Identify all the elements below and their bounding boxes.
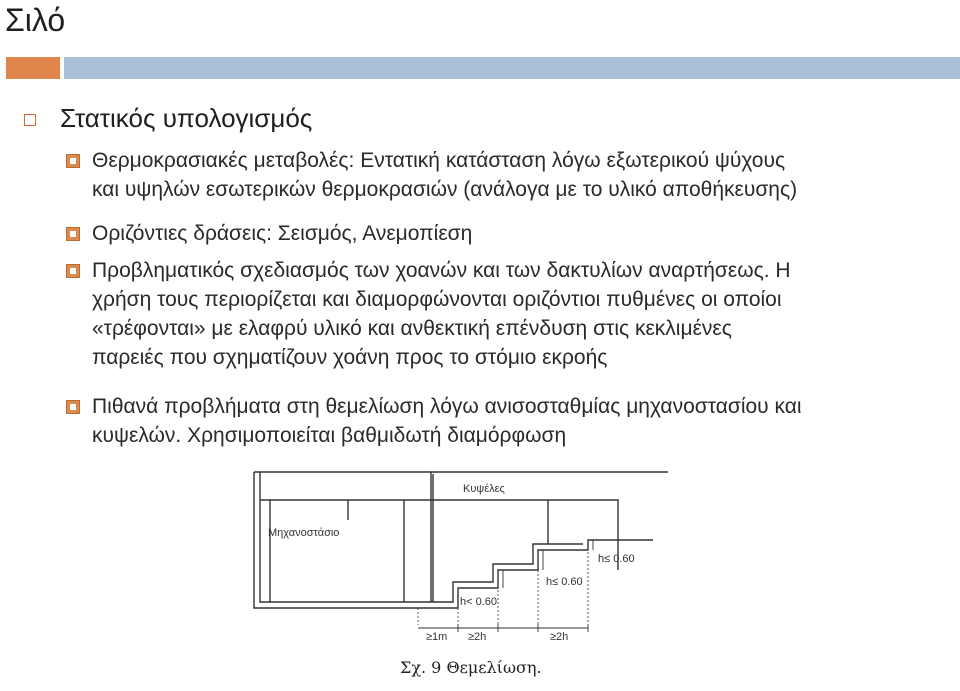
list-item-text: Θερμοκρασιακές μεταβολές: Εντατική κατάσταση λόγω εξωτερικού ψύχους και υψηλών εσωτερικών θερμοκρασιών (ανάλογα με το υλικό αποθήκευσης) [92, 149, 798, 201]
square-bullet-icon [66, 264, 80, 278]
list-item [66, 146, 946, 204]
hollow-square-bullet-icon [24, 114, 36, 126]
square-bullet-icon [66, 400, 80, 414]
list-item-text: Προβληματικός σχεδιασμός των χοανών και των δακτυλίων αναρτήσεως. Η χρήση τους περιορίζεται και διαμορφώνονται οριζόντιοι πυθμένες οι οποίοι «τρέφονται» με ελαφρύ υλικό και ανθεκτική επένδυση στις κεκλιμένες παρειές που σχηματίζουν χοάνη προς το στόμιο εκροής [92, 259, 791, 369]
step-height-label: h< 0.60 [460, 596, 498, 608]
title-underline-bar [64, 57, 960, 79]
square-bullet-icon [66, 227, 80, 241]
list-item [66, 219, 946, 248]
silos-label: Κυψέλες [463, 483, 505, 495]
machine-room-label: Μηχανοστάσιο [268, 527, 340, 539]
dimension-label: ≥2h [468, 631, 487, 643]
dimension-label: ≥1m [426, 631, 448, 643]
list-item-text: Οριζόντιες δράσεις: Σεισμός, Ανεμοπίεση [92, 222, 473, 245]
slide-title: Σιλό [5, 2, 66, 38]
title-accent-bar [6, 57, 60, 79]
dimension-label: ≥2h [550, 631, 569, 643]
figure-caption: Σχ. 9 Θεμελίωση. [400, 658, 542, 677]
section-heading: Στατικός υπολογισμός [60, 103, 313, 133]
list-item [66, 256, 946, 372]
foundation-diagram [248, 460, 668, 691]
square-bullet-icon [66, 154, 80, 168]
heading-bullet [24, 103, 312, 134]
step-height-label: h≤ 0.60 [598, 553, 635, 565]
foundation-outline [254, 472, 418, 608]
step-height-label: h≤ 0.60 [546, 576, 583, 588]
list-item-text: Πιθανά προβλήματα στη θεμελίωση λόγω ανισοσταθμίας μηχανοστασίου και κυψελών. Χρησιμοποιείται βαθμιδωτή διαμόρφωση [92, 395, 802, 447]
list-item [66, 392, 946, 450]
